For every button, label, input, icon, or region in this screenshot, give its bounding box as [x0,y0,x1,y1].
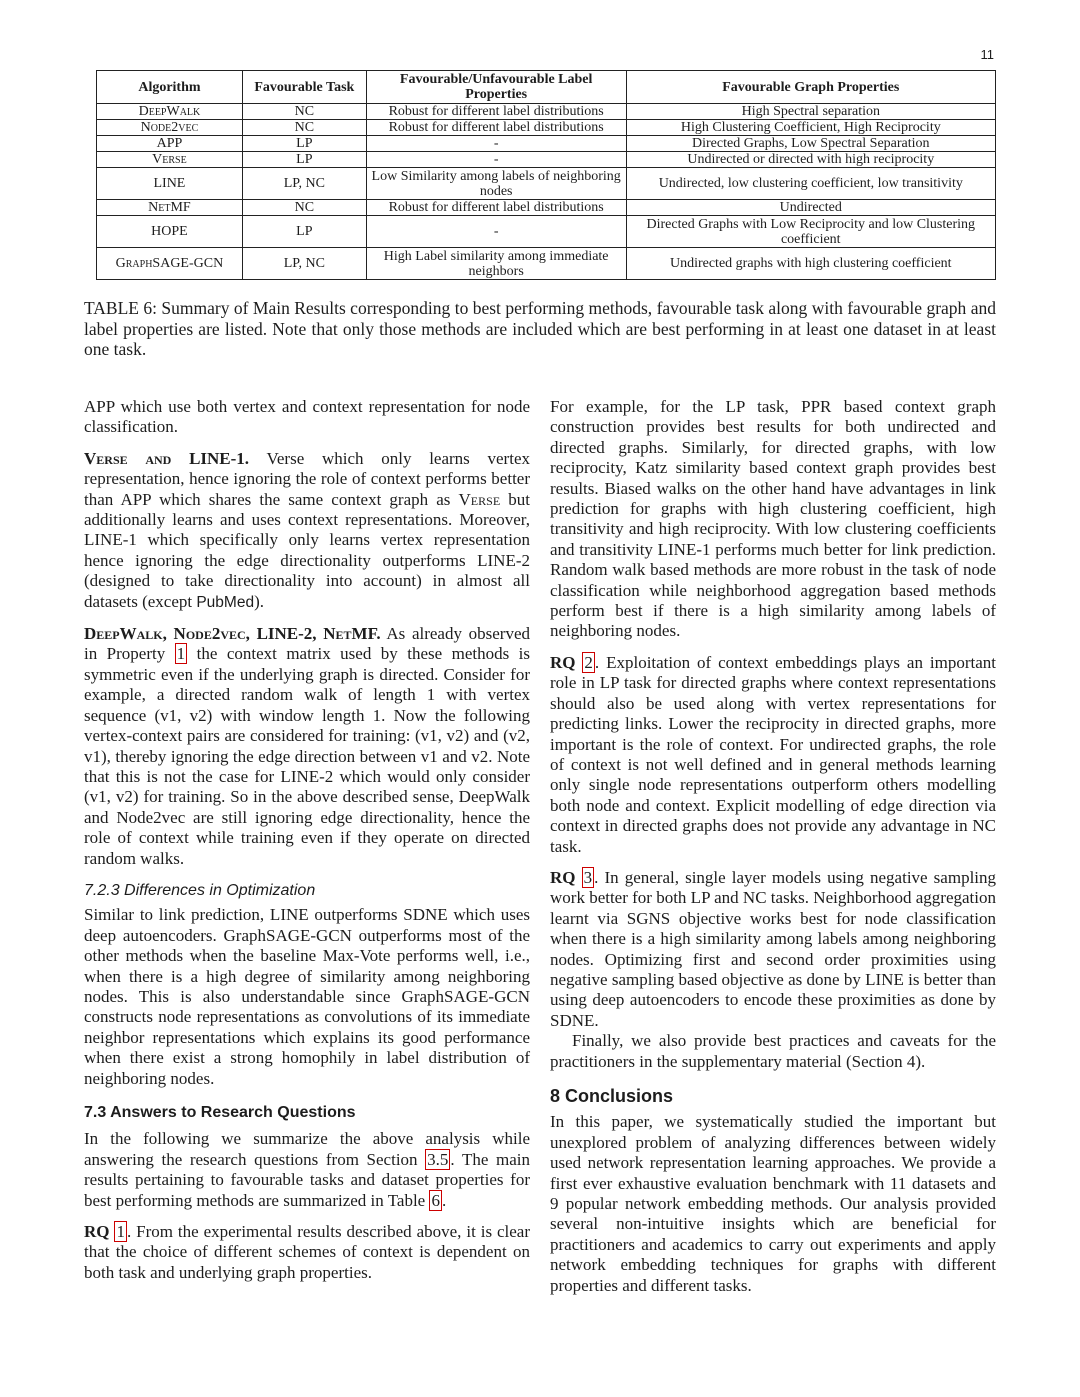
text: . In general, single layer models using negative sampling work better for both LP and NC tasks. Neighborhood aggregation learnt via SGNS objective works best for node classification when there is a high similarity among labels among neighboring nodes. Optimizing first and second order proximities using negative sampling based objective as done by LINE is better than using deep autoencoders to encode these proximities as done by SDNE. [550,867,997,1030]
paragraph: Similar to link prediction, LINE outperforms SDNE which uses deep autoencoders. GraphSAGE-GCN outperforms most of the other methods when the baseline Max-Vote performs well, i.e., when there is a high degree of similarity among neighboring nodes. This is also understandable since GraphSAGE-GCN constructs node representations as convolutions of its immediate neighbor representations which explains its good performance when there exist a strong homophily in label distribution of neighboring nodes. [84,905,530,1088]
cell-label: - [366,152,626,168]
cell-task: LP [242,136,366,152]
table-row [97,200,996,216]
cell-label: Low Similarity among labels of neighboring nodes [366,168,626,200]
text: Verse which only learns vertex representation, hence ignoring the role of context performs better than APP which shares the same context graph as [84,448,530,509]
paragraph [84,1129,530,1211]
cell-graph: Undirected or directed with high reciprocity [626,152,995,168]
text: . Exploitation of context embeddings plays an important role in LP task for directed graphs where context representations should also be used along with vertex representations for predicting links. Lower the reciprocity in directed graphs, more important is the role of context. For undirected graphs, the role of context is not well defined and in general methods learning only single node representations outperform others modelling both node and context. Explicit modelling of edge direction via context in directed graphs does not provide any advantage in NC task. [550,652,996,856]
section-heading: 8 Conclusions [550,1086,674,1106]
cell-graph: Undirected, low clustering coefficient, low transitivity [626,168,995,200]
cell-algorithm: APP [97,136,243,152]
cell-label: - [366,216,626,248]
table-row [97,104,996,120]
table-row [97,248,996,280]
cell-task: LP [242,216,366,248]
cell-graph: Directed Graphs, Low Spectral Separation [626,136,995,152]
text: . [441,1190,447,1210]
right-column [550,397,996,1296]
table-row [97,152,996,168]
summary-table [96,70,996,280]
text: ). [254,591,264,611]
cell-task: LP [242,152,366,168]
table-ref-link[interactable]: 6 [431,1190,440,1210]
cell-graph: Undirected graphs with high clustering coefficient [626,248,995,280]
table-caption: TABLE 6: Summary of Main Results corresponding to best performing methods, favourable task along with favourable graph and label properties are listed. Note that only those methods are included which are best performing in at least one dataset in at least one task. [84,298,996,359]
paragraph [550,653,996,857]
paragraph-heading: Verse and LINE-1. [84,448,250,468]
cell-algorithm: LINE [97,168,243,200]
text: Verse [458,489,501,509]
text: . From the experimental results described above, it is clear that the choice of different schemes of context is dependent on both task and underlying graph properties. [84,1222,531,1282]
header-label-properties: Favourable/Unfavourable Label Properties [366,71,626,104]
dataset-name: PubMed [196,593,255,611]
text: . The main results pertaining to favourable tasks and dataset properties for best performing methods are summarized in Table [84,1149,530,1210]
cell-algorithm: GraphSAGE-GCN [97,248,243,280]
paragraph [84,1222,530,1283]
cell-task: LP, NC [242,168,366,200]
table-row [97,136,996,152]
cell-graph: High Clustering Coefficient, High Reciprocity [626,120,995,136]
paragraph [550,868,996,1031]
cell-task: NC [242,200,366,216]
rq-ref-link[interactable]: 2 [584,652,593,672]
left-column [84,397,530,1283]
cell-algorithm: NetMF [97,200,243,216]
section-heading: 7.3 Answers to Research Questions [84,1104,356,1121]
cell-algorithm: HOPE [97,216,243,248]
paragraph-heading: DeepWalk, Node2vec, LINE-2, NetMF. [84,624,381,644]
cell-label: Robust for different label distributions [366,104,626,120]
cell-graph: High Spectral separation [626,104,995,120]
paragraph-heading: RQ [84,1222,115,1242]
paragraph: APP which use both vertex and context representation for node classification. [84,397,530,437]
paragraph: For example, for the LP task, PPR based context graph construction provides best results for both undirected and directed graphs. Similarly, for directed graphs, with low reciprocity, Katz similarity based context graph provides best results. Biased walks on the other hand have advantages in link prediction for graphs with high clustering coefficient, high transitivity and high reciprocity. With low clustering coefficients and transitivity LINE-1 performs much better for link prediction. Random walk based methods are more robust in the task of node classification while neighborhood aggregation based methods perform best if there is a high similarity among labels of neighboring nodes. [550,397,996,641]
cell-task: NC [242,104,366,120]
property-ref-link[interactable]: 1 [176,644,186,664]
cell-algorithm: Node2vec [97,120,243,136]
paragraph [84,624,530,869]
cell-algorithm: Verse [97,152,243,168]
cell-graph: Undirected [626,200,995,216]
text: In the following we summarize the above analysis while answering the research questions from Section [84,1129,530,1169]
table-header-row [97,71,996,104]
table-row [97,216,996,248]
paragraph: In this paper, we systematically studied the important but unexplored problem of analyzing differences between widely used network representation learning approaches. We provide a first ever exhaustive evaluation benchmark with 11 datasets and 9 popular network embedding methods. Our analysis provided several non-intuitive insights which are beneficial for practitioners and academics to carry out experiments and apply network embedding techniques for graphs with different properties and different tasks. [550,1112,996,1295]
paragraph-heading: RQ [550,652,583,672]
rq-ref-link[interactable]: 3 [583,867,593,887]
cell-label: - [366,136,626,152]
paragraph [84,449,530,613]
text: but additionally learns and uses context representations. Moreover, LINE-1 which specifically only learns vertex representation hence ignoring the edge directionality outperforms LINE-2 (designed to take directionality into account) in almost all datasets (except [84,489,530,611]
cell-label: High Label similarity among immediate neighbors [366,248,626,280]
cell-task: NC [242,120,366,136]
rq-ref-link[interactable]: 1 [116,1222,125,1242]
cell-algorithm: DeepWalk [97,104,243,120]
page-number: 11 [980,47,994,62]
text: As already observed in Property [84,624,530,664]
text: the context matrix used by these methods is symmetric even if the underlying graph is directed. Consider for example, a directed random walk of length 1 with vertex sequence (v1, v2) with window length 1. Now the following vertex-context pairs are considered for training: (v1, v2) and (v2, v1), thereby ignoring the edge direction between v1 and v2. Note that this is not the case for LINE-2 which would only consider (v1, v2) for training. So in the above described sense, DeepWalk and Node2vec are still ignoring edge directionality, hence the role of context while training even if they operate on directed random walks. [84,644,530,868]
table-row [97,168,996,200]
cell-task: LP, NC [242,248,366,280]
cell-label: Robust for different label distributions [366,200,626,216]
cell-graph: Directed Graphs with Low Reciprocity and low Clustering coefficient [626,216,995,248]
paragraph: Finally, we also provide best practices and caveats for the practitioners in the supplementary material (Section 4). [550,1031,996,1071]
subsection-heading: 7.2.3 Differences in Optimization [84,881,316,899]
paragraph-heading: RQ [550,867,582,887]
header-task: Favourable Task [242,71,366,104]
section-ref-link[interactable]: 3.5 [427,1149,449,1169]
header-algorithm: Algorithm [97,71,243,104]
cell-label: Robust for different label distributions [366,120,626,136]
table-row [97,120,996,136]
header-graph-properties: Favourable Graph Properties [626,71,995,104]
